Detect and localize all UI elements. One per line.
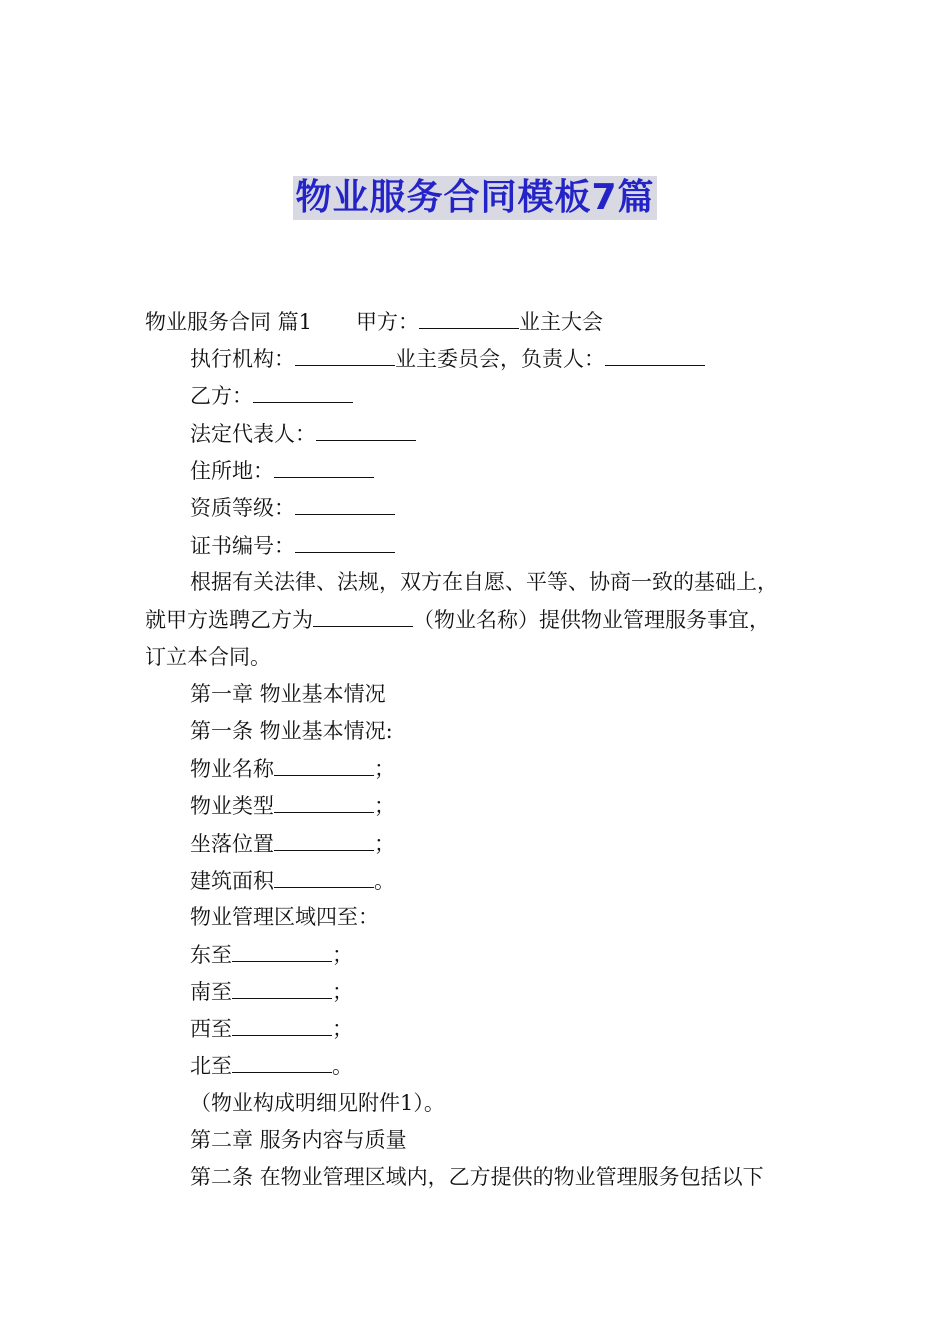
certificate-line bbox=[190, 530, 395, 561]
location-label: 坐落位置 bbox=[190, 832, 274, 856]
address-blank[interactable] bbox=[274, 455, 374, 478]
party-b-blank[interactable] bbox=[253, 380, 353, 403]
property-name-field[interactable] bbox=[274, 753, 374, 776]
chapter1-heading: 第一章 物业基本情况 bbox=[190, 682, 386, 706]
agency-line bbox=[190, 343, 705, 374]
party-a-label: 甲方： bbox=[356, 310, 420, 334]
title-wrap bbox=[0, 176, 950, 220]
certificate-label: 证书编号： bbox=[190, 534, 295, 558]
property-type-line bbox=[190, 790, 395, 821]
area-line bbox=[190, 865, 395, 896]
location-field[interactable] bbox=[274, 828, 374, 851]
party-a-suffix: 业主大会 bbox=[519, 310, 604, 334]
responsible-blank[interactable] bbox=[605, 343, 705, 366]
period: 。 bbox=[332, 1054, 353, 1078]
intro-line-2 bbox=[145, 604, 770, 635]
north-field[interactable] bbox=[232, 1050, 332, 1073]
semicolon: ； bbox=[374, 757, 395, 781]
property-name-line bbox=[190, 753, 395, 784]
property-type-field[interactable] bbox=[274, 790, 374, 813]
west-line bbox=[190, 1013, 353, 1044]
party-b-line bbox=[190, 380, 353, 411]
agency-label: 执行机构： bbox=[190, 347, 295, 371]
agency-suffix: 业主委员会，负责人： bbox=[395, 347, 605, 371]
semicolon: ； bbox=[332, 943, 353, 967]
certificate-blank[interactable] bbox=[295, 530, 395, 553]
qualification-line bbox=[190, 492, 395, 523]
semicolon: ； bbox=[374, 832, 395, 856]
intro-line-1: 根据有关法律、法规，双方在自愿、平等、协商一致的基础上， bbox=[190, 570, 778, 594]
agency-blank[interactable] bbox=[295, 343, 395, 366]
legal-rep-line bbox=[190, 418, 416, 449]
intro-line-3: 订立本合同。 bbox=[145, 645, 271, 669]
north-line bbox=[190, 1050, 353, 1081]
chapter2-heading: 第二章 服务内容与质量 bbox=[190, 1128, 407, 1152]
intro-line2-prefix: 就甲方选聘乙方为 bbox=[145, 608, 313, 632]
party-b-label: 乙方： bbox=[190, 384, 253, 408]
boundary-heading: 物业管理区域四至： bbox=[190, 905, 379, 929]
party-a-blank[interactable] bbox=[419, 306, 519, 329]
address-label: 住所地： bbox=[190, 459, 274, 483]
south-label: 南至 bbox=[190, 980, 232, 1004]
document-title: 物业服务合同模板7篇 bbox=[295, 177, 655, 218]
header-line bbox=[145, 306, 603, 337]
qualification-blank[interactable] bbox=[295, 492, 395, 515]
intro-line2-suffix: （物业名称）提供物业管理服务事宜， bbox=[413, 608, 770, 632]
area-field[interactable] bbox=[274, 865, 374, 888]
semicolon: ； bbox=[374, 794, 395, 818]
semicolon: ； bbox=[332, 980, 353, 1004]
qualification-label: 资质等级： bbox=[190, 496, 295, 520]
contract-label: 物业服务合同 篇1 bbox=[145, 310, 313, 334]
semicolon: ； bbox=[332, 1017, 353, 1041]
east-label: 东至 bbox=[190, 943, 232, 967]
address-line bbox=[190, 455, 374, 486]
north-label: 北至 bbox=[190, 1054, 232, 1078]
west-field[interactable] bbox=[232, 1013, 332, 1036]
east-field[interactable] bbox=[232, 939, 332, 962]
legal-rep-blank[interactable] bbox=[316, 418, 416, 441]
legal-rep-label: 法定代表人： bbox=[190, 422, 316, 446]
property-type-label: 物业类型 bbox=[190, 794, 274, 818]
south-line bbox=[190, 976, 353, 1007]
west-label: 西至 bbox=[190, 1017, 232, 1041]
east-line bbox=[190, 939, 353, 970]
property-name-label: 物业名称 bbox=[190, 757, 274, 781]
location-line bbox=[190, 828, 395, 859]
article2-text: 第二条 在物业管理区域内，乙方提供的物业管理服务包括以下 bbox=[190, 1165, 764, 1189]
period: 。 bbox=[374, 869, 395, 893]
south-field[interactable] bbox=[232, 976, 332, 999]
property-note: （物业构成明细见附件1）。 bbox=[190, 1091, 445, 1115]
area-label: 建筑面积 bbox=[190, 869, 274, 893]
property-name-blank[interactable] bbox=[313, 604, 413, 627]
article1-heading: 第一条 物业基本情况: bbox=[190, 719, 393, 743]
